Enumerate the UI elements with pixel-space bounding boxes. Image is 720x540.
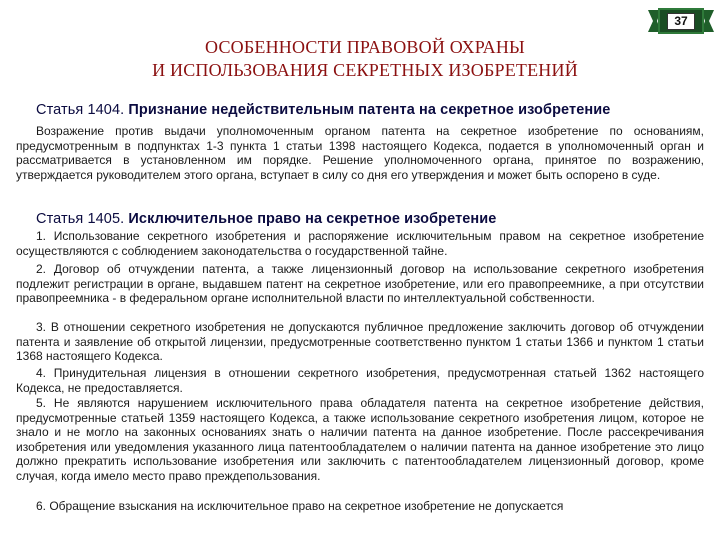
article-1405-heading <box>36 211 496 227</box>
article-1405-item-5: 5. Не являются нарушением исключительного права обладателя патента на секретное изобретение действия, предусмотренные статьей 1359 настоящего Кодекса, а также использование секретного изобретения лицом, которое не знало и не могло на законных основаниях знать о наличии патента на данное изобретение. После рассекречивания изобретения или уведомления указанного лица патентообладателем о наличии патента на данное изобретение это лицо должно прекратить использование изобретения или заключить с патентообладателем лицензионный договор, кроме случая, когда имело место право преждепользования. <box>16 396 704 483</box>
article-1405-item-2: 2. Договор об отчуждении патента, а также лицензионный договор на использование секретного изобретения подлежит регистрации в органе, выдавшем патент на секретное изобретение, или его правопреемнике, а при отсутствии правопреемника - в федеральном органе исполнительной власти по интеллектуальной собственности. <box>16 262 704 306</box>
article-1404-text: Возражение против выдачи уполномоченным органом патента на секретное изобретение по основаниям, предусмотренным в подпунктах 1-3 пункта 1 статьи 1398 настоящего Кодекса, подается в уполномоченный орган и рассматривается в установленном им порядке. Решение уполномоченного органа, принятое по возражению, утверждается руководителем этого органа, вступает в силу со дня его утверждения и может быть оспорено в суде. <box>16 124 704 182</box>
article-1404-number: Статья 1404. <box>36 102 125 118</box>
page-number-badge <box>648 6 714 36</box>
article-1405-number: Статья 1405. <box>36 211 125 227</box>
title-line-1: ОСОБЕННОСТИ ПРАВОВОЙ ОХРАНЫ <box>205 37 525 57</box>
article-1405-title: Исключительное право на секретное изобретение <box>128 211 497 227</box>
article-1404-title: Признание недействительным патента на секретное изобретение <box>128 102 611 118</box>
article-1404-heading <box>36 102 610 118</box>
title-line-2: И ИСПОЛЬЗОВАНИЯ СЕКРЕТНЫХ ИЗОБРЕТЕНИЙ <box>152 60 578 80</box>
article-1405-item-4: 4. Принудительная лицензия в отношении секретного изобретения, предусмотренная статьей 1362 настоящего Кодекса, не предоставляется. <box>16 366 704 395</box>
page-title <box>60 36 670 82</box>
article-1405-item-6: 6. Обращение взыскания на исключительное право на секретное изобретение не допускается <box>36 499 564 513</box>
page-number: 37 <box>667 13 695 30</box>
article-1405-item-1: 1. Использование секретного изобретения и распоряжение исключительным правом на секретное изобретение осуществляются с соблюдением законодательства о государственной тайне. <box>16 229 704 258</box>
article-1405-item-3: 3. В отношении секретного изобретения не допускаются публичное предложение заключить договор об отчуждении патента и заявление об открытой лицензии, предусмотренные соответственно пунктом 1 статьи 1366 и пунктом 1 статьи 1368 настоящего Кодекса. <box>16 320 704 364</box>
